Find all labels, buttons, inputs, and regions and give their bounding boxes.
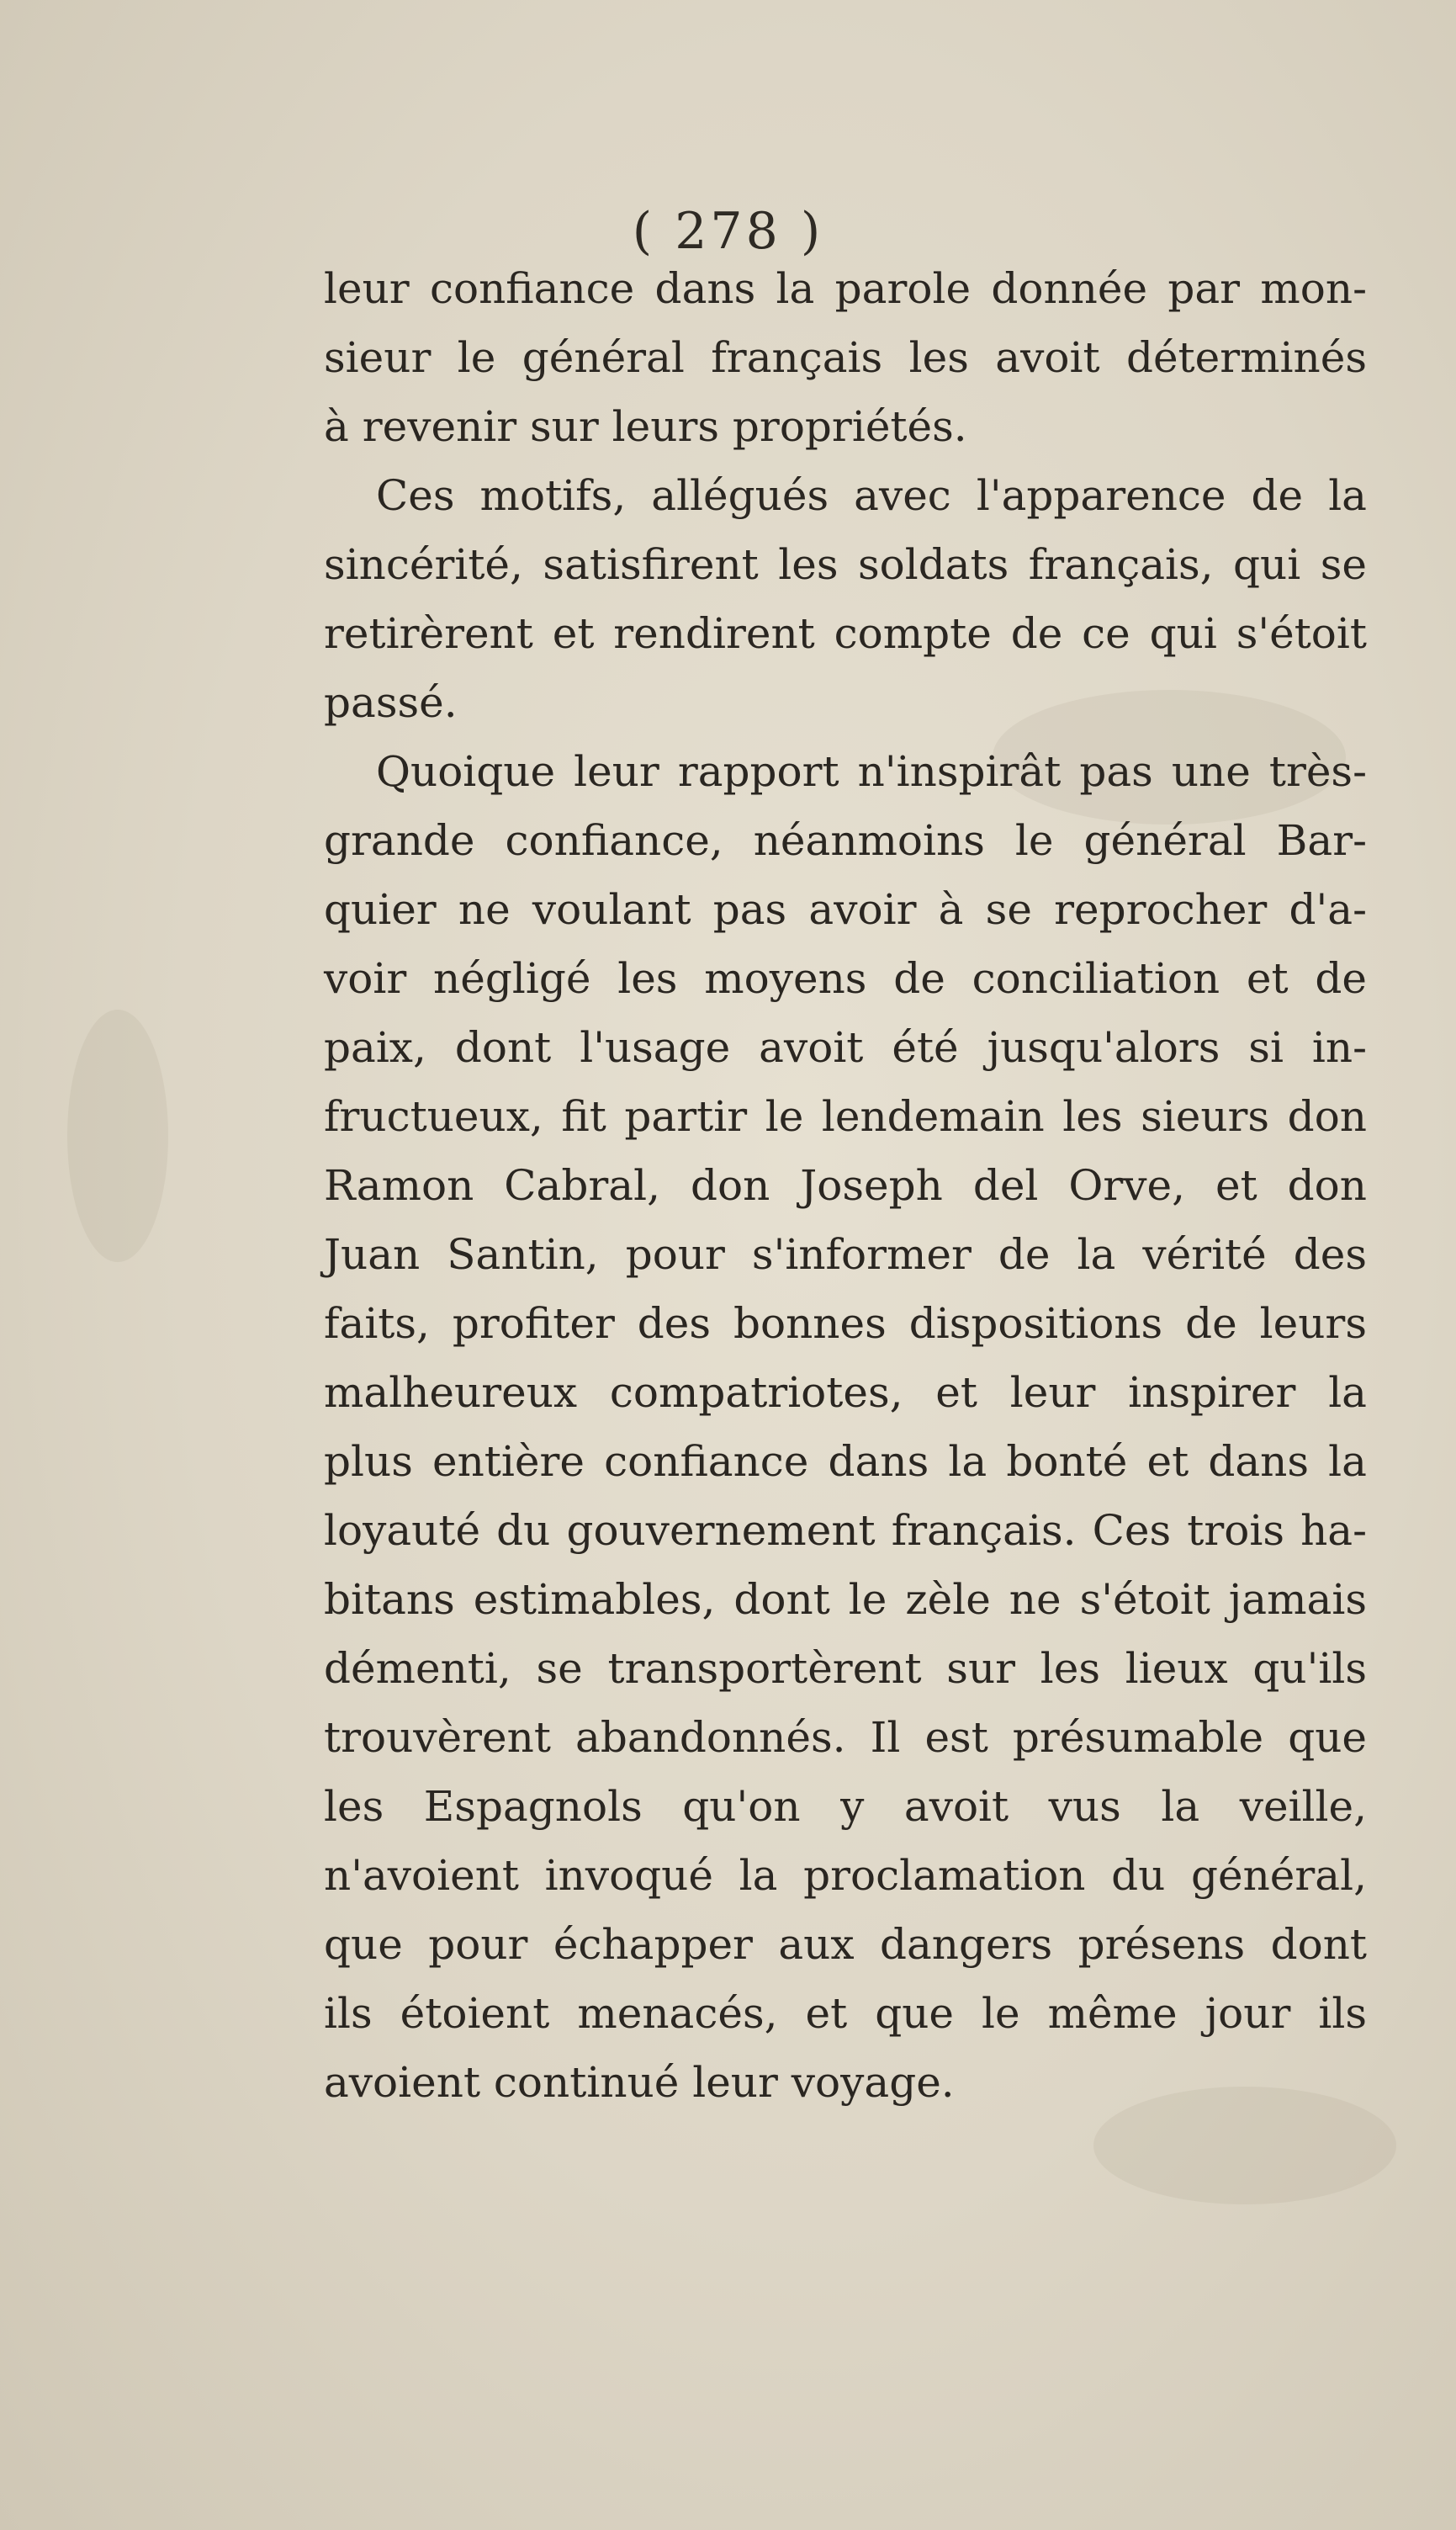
text-line: loyauté du gouvernement français. Ces trois ha- xyxy=(324,1506,1367,1555)
page-number: ( 278 ) xyxy=(632,202,824,261)
text-line: quier ne voulant pas avoir à se reprocher d'a- xyxy=(324,885,1367,934)
text-line: les Espagnols qu'on y avoit vus la veille, xyxy=(324,1782,1367,1831)
text-line: Quoique leur rapport n'inspirât pas une très- xyxy=(376,747,1367,796)
text-line: malheureux compatriotes, et leur inspirer la xyxy=(324,1368,1367,1417)
text-line: voir négligé les moyens de conciliation et de xyxy=(324,954,1367,1003)
text-line: Ramon Cabral, don Joseph del Orve, et don xyxy=(324,1161,1367,1210)
text-line: fructueux, fit partir le lendemain les sieurs don xyxy=(324,1092,1367,1141)
text-line: avoient continué leur voyage. xyxy=(324,2058,955,2107)
text-line: Ces motifs, allégués avec l'apparence de la xyxy=(376,471,1367,520)
text-line: faits, profiter des bonnes dispositions de leurs xyxy=(324,1299,1367,1348)
text-line: grande confiance, néanmoins le général Bar- xyxy=(324,816,1367,865)
text-line: sieur le général français les avoit déterminés xyxy=(324,333,1367,382)
text-line: retirèrent et rendirent compte de ce qui s'étoit xyxy=(324,609,1367,658)
text-line: démenti, se transportèrent sur les lieux qu'ils xyxy=(324,1644,1367,1693)
text-line: Juan Santin, pour s'informer de la vérité des xyxy=(324,1230,1367,1279)
text-line: plus entière confiance dans la bonté et dans la xyxy=(324,1437,1367,1486)
text-line: à revenir sur leurs propriétés. xyxy=(324,402,967,451)
text-line: sincérité, satisfirent les soldats français, qui se xyxy=(324,540,1367,589)
paper-stain xyxy=(67,1010,168,1262)
text-line: leur confiance dans la parole donnée par mon- xyxy=(324,264,1367,313)
text-line: bitans estimables, dont le zèle ne s'étoit jamais xyxy=(324,1575,1367,1624)
text-line: paix, dont l'usage avoit été jusqu'alors si in- xyxy=(324,1023,1367,1072)
text-line: que pour échapper aux dangers présens dont xyxy=(324,1920,1367,1969)
text-line: trouvèrent abandonnés. Il est présumable que xyxy=(324,1713,1367,1762)
text-line: n'avoient invoqué la proclamation du général, xyxy=(324,1851,1367,1900)
body-text xyxy=(324,254,1367,2117)
text-line: ils étoient menacés, et que le même jour ils xyxy=(324,1989,1367,2038)
text-line: passé. xyxy=(324,678,458,727)
